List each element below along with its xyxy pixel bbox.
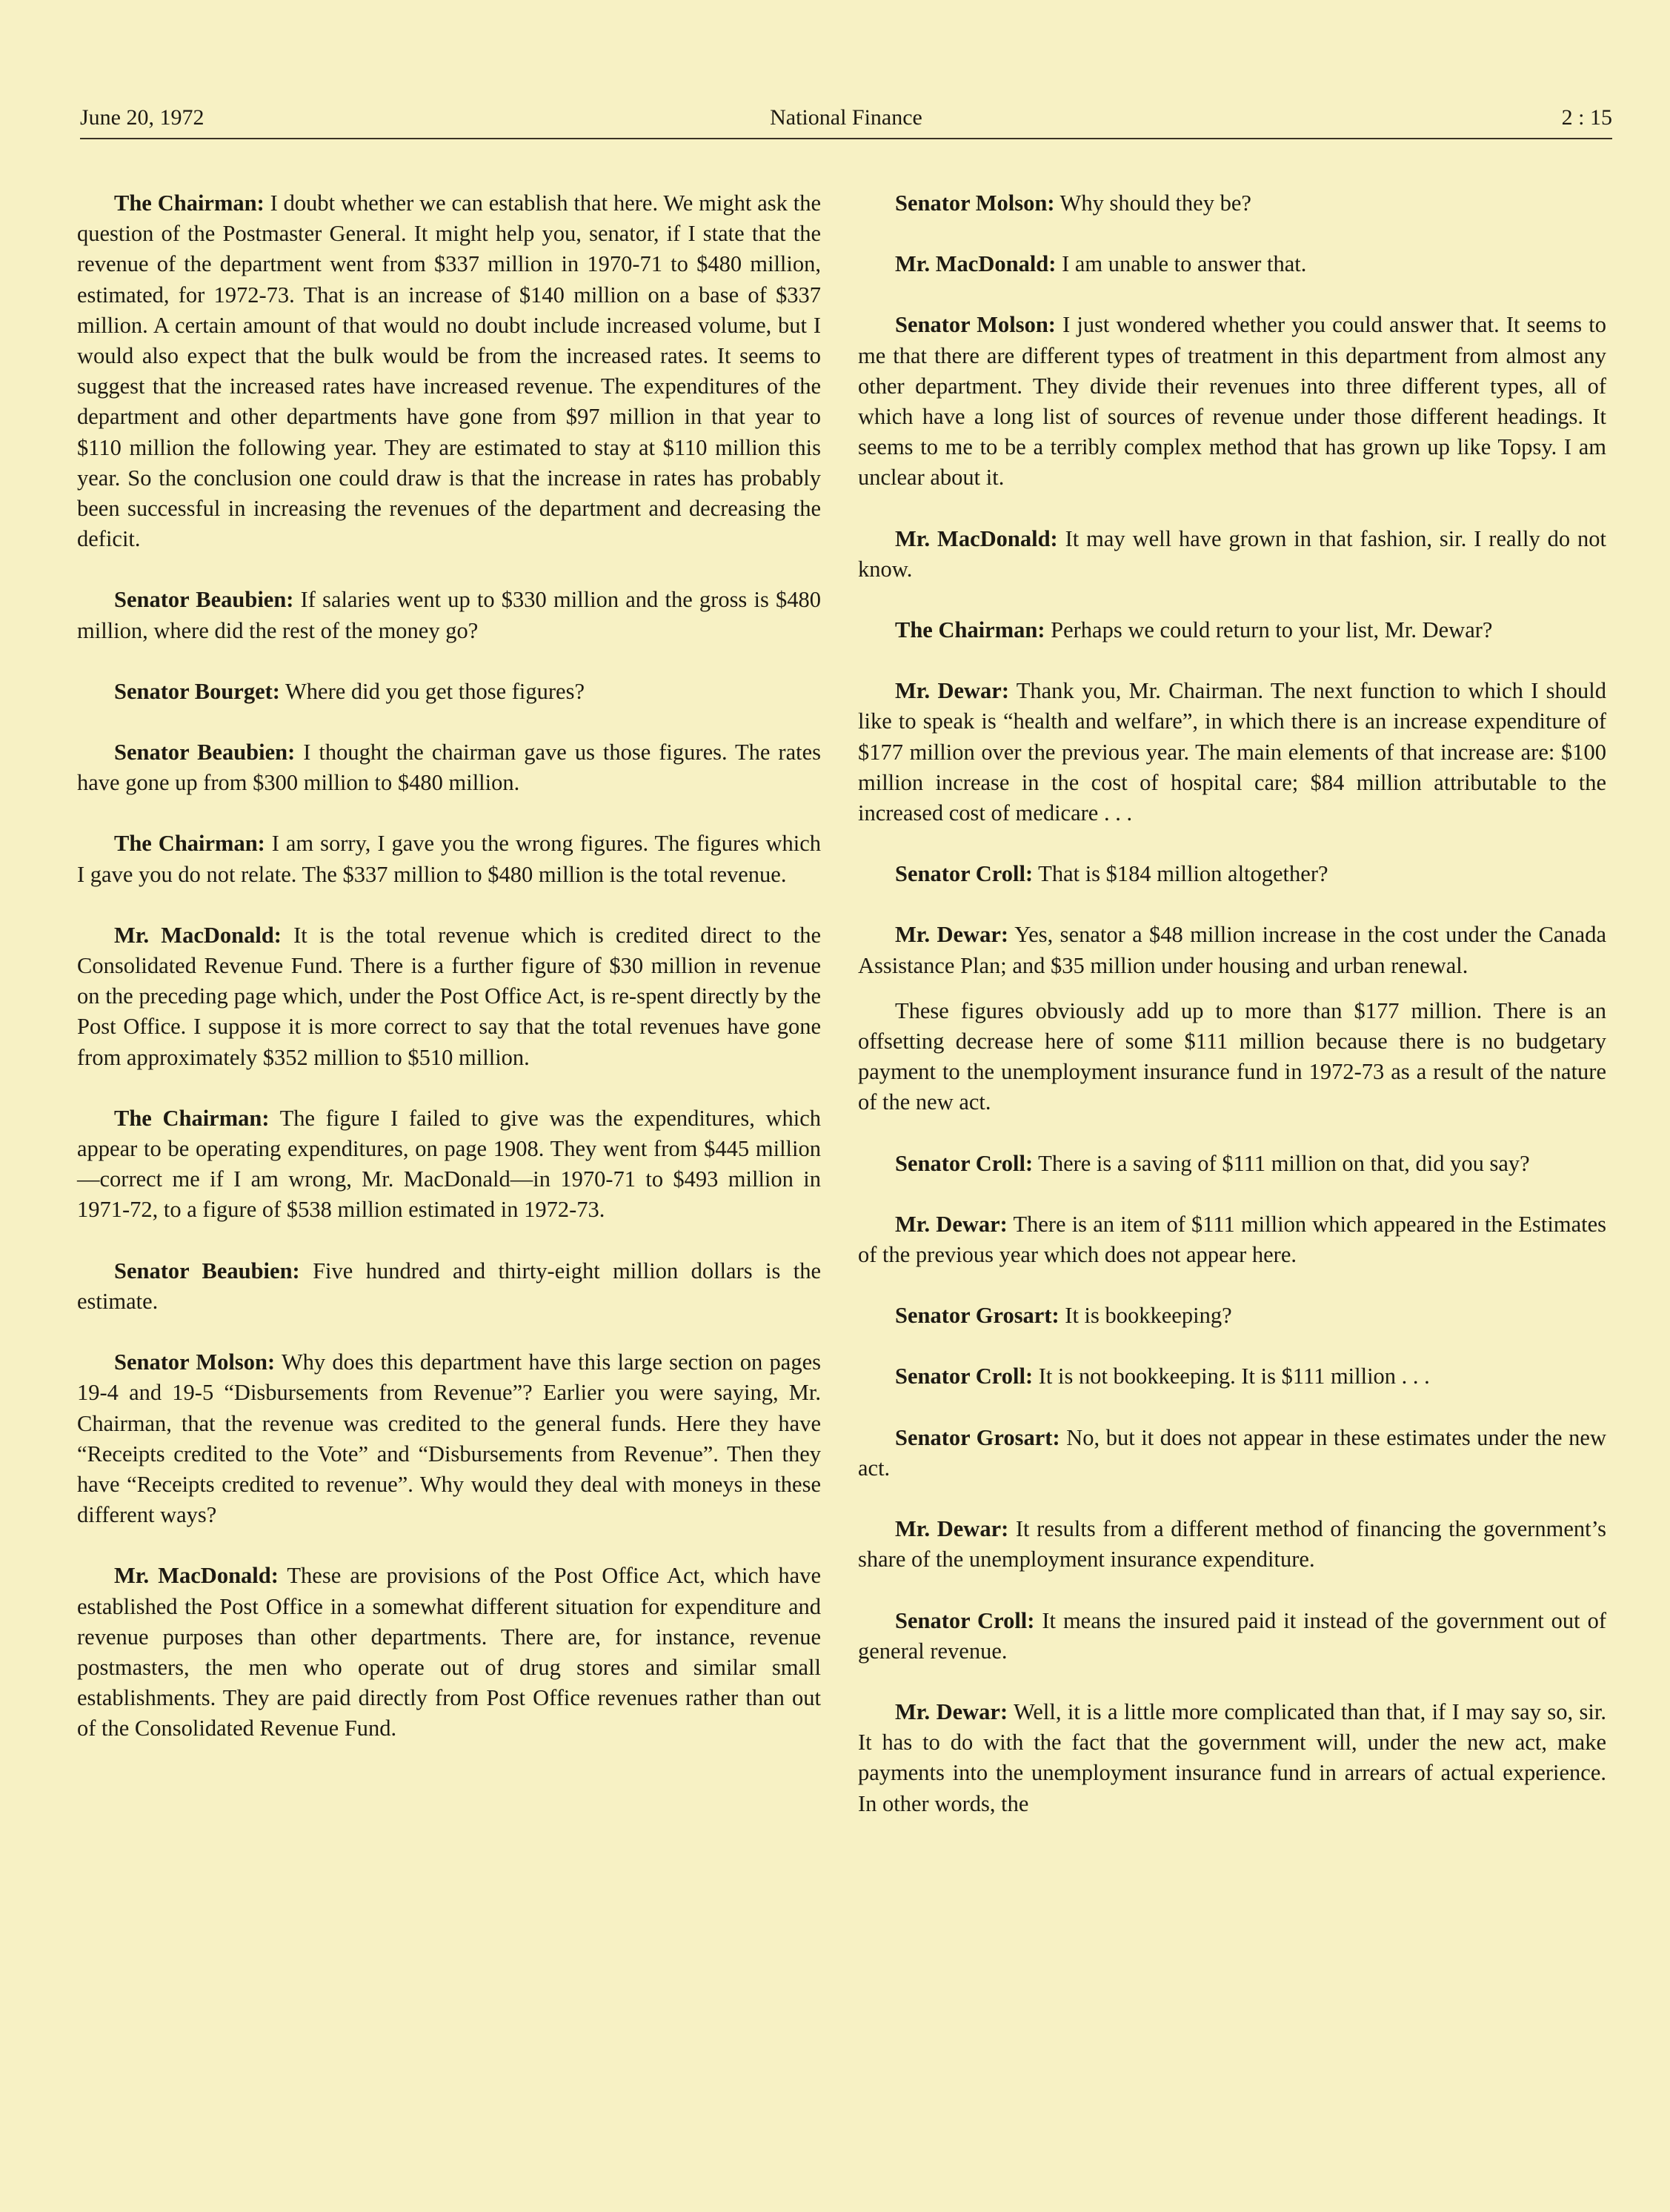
- transcript-paragraph: [858, 1209, 1606, 1270]
- transcript-paragraph: [858, 1301, 1606, 1331]
- left-column: [77, 188, 821, 1775]
- speech-text: It is bookkeeping?: [1059, 1303, 1232, 1329]
- speech-text: It is the total revenue which is credited direct to the Consolidated Revenue Fund. There is a further figure of $30 million in revenue on the preceding page which, under the Post Office Act, is re-spent directly by the Post Office. I suppose it is more correct to say that the total revenues have gone from approximately $352 million to $510 million.: [77, 922, 821, 1070]
- speaker-name: Senator Croll:: [895, 1364, 1034, 1389]
- speech-text: That is $184 million altogether?: [1033, 861, 1328, 887]
- speaker-name: The Chairman:: [895, 617, 1045, 643]
- transcript-paragraph: [77, 585, 821, 645]
- transcript-paragraph: [77, 1256, 821, 1317]
- speaker-name: The Chairman:: [114, 190, 265, 216]
- speaker-name: Senator Molson:: [895, 312, 1056, 338]
- transcript-paragraph: [858, 188, 1606, 219]
- transcript-paragraph: [77, 1347, 821, 1530]
- transcript-paragraph: [858, 676, 1606, 828]
- speaker-name: Senator Croll:: [895, 1607, 1035, 1633]
- transcript-paragraph: [858, 1149, 1606, 1179]
- speech-text: I doubt whether we can establish that here. We might ask the question of the Postmaster General. It might help you, senator, if I state that the revenue of the department went from $337 million in 1970-71 to $480 million, estimated, for 1972-73. That is an increase of $140 million on a base of $337 million. A certain amount of that would no doubt include increased volume, but I would also expect that the bulk would be from the increased rates. It seems to suggest that the increased rates have increased revenue. The expenditures of the department and other departments have gone from $97 million in that year to $110 million the following year. They are estimated to stay at $110 million this year. So the conclusion one could draw is that the increase in rates has probably been successful in increasing the revenues of the department and decreasing the deficit.: [77, 190, 821, 552]
- speaker-name: Mr. Dewar:: [895, 1516, 1009, 1542]
- transcript-paragraph: [858, 920, 1606, 980]
- speech-text: These figures obviously add up to more than $177 million. There is an offsetting decrease here of some $111 million because there is no budgetary payment to the unemployment insurance fund in 1972-73 as a result of the nature of the new act.: [858, 997, 1606, 1115]
- speech-text: Five hundred and thirty-eight million dollars is the estimate.: [77, 1258, 821, 1314]
- speaker-name: Senator Beaubien:: [114, 1258, 300, 1283]
- running-header: [80, 105, 1612, 138]
- speaker-name: Senator Molson:: [895, 190, 1055, 216]
- speech-text: There is a saving of $111 million on that, did you say?: [1033, 1150, 1530, 1176]
- transcript-paragraph: [77, 737, 821, 798]
- transcript-paragraph: [77, 188, 821, 554]
- speaker-name: Mr. MacDonald:: [895, 251, 1057, 277]
- transcript-paragraph: [77, 920, 821, 1073]
- transcript-paragraph: [858, 1514, 1606, 1575]
- speech-text: Why does this department have this large section on pages 19-4 and 19-5 “Disbursements from Revenue”? Earlier you were saying, Mr. Chairman, that the revenue was credited to the general funds. Here they have “Receipts credited to the Vote” and “Disbursements from Revenue”. Then they have “Receipts credited to revenue”. Why would they deal with moneys in these different ways?: [77, 1349, 821, 1528]
- header-date: June 20, 1972: [80, 105, 204, 130]
- speech-text: Thank you, Mr. Chairman. The next function to which I should like to speak is “health and welfare”, in which there is an increase expenditure of $177 million over the previous year. The main elements of that increase are: $100 million increase in the cost of hospital care; $84 million attributable to the increased cost of medicare . . .: [858, 678, 1607, 826]
- transcript-paragraph: [858, 615, 1606, 645]
- speaker-name: Mr. Dewar:: [895, 678, 1009, 704]
- header-rule: [80, 138, 1612, 139]
- speaker-name: Mr. MacDonald:: [895, 525, 1058, 551]
- speech-text: I just wondered whether you could answer that. It seems to me that there are different types of treatment in this department from almost any other department. They divide their revenues into three different types, all of which have a long list of sources of revenue under those different headings. It seems to me to be a terribly complex method that has grown up like Topsy. I am unclear about it.: [858, 312, 1606, 491]
- speaker-name: Senator Grosart:: [895, 1424, 1060, 1450]
- right-column: [858, 188, 1606, 1850]
- speaker-name: Senator Grosart:: [895, 1303, 1059, 1329]
- speech-text: No, but it does not appear in these estimates under the new act.: [858, 1424, 1606, 1481]
- speech-text: Yes, senator a $48 million increase in the cost under the Canada Assistance Plan; and $35 million under housing and urban renewal.: [858, 922, 1607, 978]
- speech-text: It means the insured paid it instead of the government out of general revenue.: [858, 1607, 1606, 1664]
- transcript-paragraph: [858, 524, 1606, 585]
- speech-text: It may well have grown in that fashion, sir. I really do not know.: [858, 525, 1606, 582]
- speaker-name: Senator Croll:: [895, 1150, 1034, 1176]
- speaker-name: Mr. Dewar:: [895, 1698, 1008, 1724]
- transcript-paragraph: [858, 310, 1606, 493]
- speaker-name: Senator Croll:: [895, 861, 1034, 887]
- transcript-paragraph: [858, 1697, 1606, 1819]
- speaker-name: Mr. MacDonald:: [114, 922, 282, 948]
- speech-text: Where did you get those figures?: [279, 678, 585, 704]
- speaker-name: Mr. Dewar:: [895, 1211, 1008, 1237]
- transcript-paragraph: [77, 1103, 821, 1226]
- transcript-paragraph: [77, 828, 821, 889]
- transcript-paragraph: [77, 1561, 821, 1744]
- speaker-name: Senator Beaubien:: [114, 587, 294, 613]
- transcript-paragraph: [858, 1423, 1606, 1484]
- speech-text: These are provisions of the Post Office Act, which have established the Post Office in a somewhat different situation for expenditure and revenue purposes than other departments. There are, for instance, revenue postmasters, the men who operate out of drug stores and similar small establishments. They are paid directly from Post Office revenues rather than out of the Consolidated Revenue Fund.: [77, 1563, 821, 1741]
- header-page-number: 2 : 15: [1561, 105, 1612, 130]
- transcript-paragraph: [858, 996, 1606, 1118]
- speech-text: I am sorry, I gave you the wrong figures. The figures which I gave you do not relate. The $337 million to $480 million is the total revenue.: [77, 831, 822, 887]
- speech-text: Why should they be?: [1054, 190, 1251, 216]
- transcript-paragraph: [77, 677, 821, 707]
- transcript-paragraph: [858, 859, 1606, 889]
- transcript-paragraph: [858, 249, 1606, 279]
- transcript-paragraph: [858, 1361, 1606, 1392]
- speech-text: I thought the chairman gave us those figures. The rates have gone up from $300 million to $480 million.: [77, 740, 822, 796]
- speech-text: It is not bookkeeping. It is $111 million . . .: [1033, 1364, 1430, 1389]
- speech-text: Perhaps we could return to your list, Mr. Dewar?: [1045, 617, 1493, 643]
- speech-text: It results from a different method of financing the government’s share of the unemployment insurance expenditure.: [858, 1516, 1607, 1572]
- speech-text: I am unable to answer that.: [1056, 251, 1307, 277]
- speaker-name: Mr. MacDonald:: [114, 1563, 279, 1589]
- speech-text: If salaries went up to $330 million and the gross is $480 million, where did the rest of the money go?: [77, 587, 821, 643]
- speech-text: Well, it is a little more complicated than that, if I may say so, sir. It has to do with the fact that the government will, under the new act, make payments into the unemployment insurance fund in arrears of actual experience. In other words, the: [858, 1698, 1606, 1816]
- speaker-name: The Chairman:: [114, 1105, 270, 1131]
- speech-text: The figure I failed to give was the expenditures, which appear to be operating expenditures, on page 1908. They went from $445 million—correct me if I am wrong, Mr. MacDonald—in 1970-71 to $493 million in 1971-72, to a figure of $538 million estimated in 1972-73.: [77, 1105, 821, 1223]
- speaker-name: Senator Molson:: [114, 1349, 276, 1375]
- speaker-name: Senator Bourget:: [114, 678, 280, 704]
- header-title: National Finance: [770, 105, 922, 130]
- speaker-name: Senator Beaubien:: [114, 740, 296, 765]
- transcript-paragraph: [858, 1606, 1606, 1667]
- speaker-name: Mr. Dewar:: [895, 922, 1009, 948]
- speech-text: There is an item of $111 million which appeared in the Estimates of the previous year which does not appear here.: [858, 1211, 1606, 1268]
- speaker-name: The Chairman:: [114, 831, 265, 857]
